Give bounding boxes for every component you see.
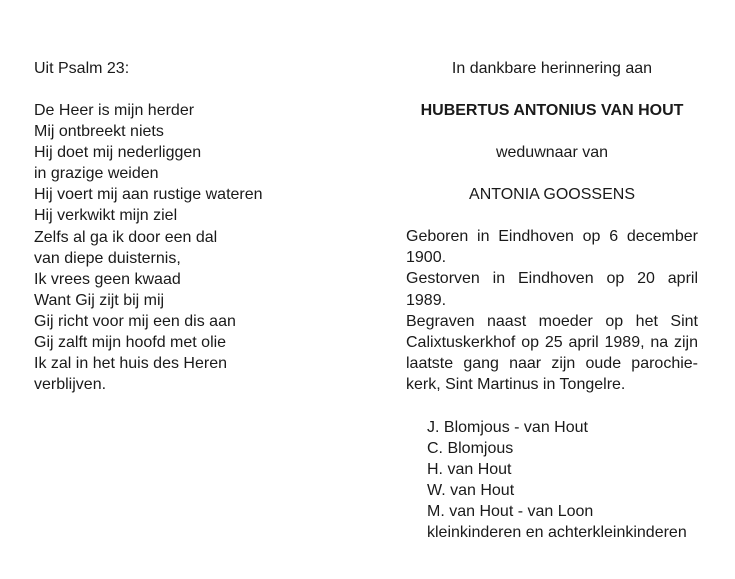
psalm-line: Hij voert mij aan rustige wateren bbox=[34, 186, 263, 204]
family-member: H. van Hout bbox=[427, 460, 512, 478]
psalm-line: Mij ontbreekt niets bbox=[34, 123, 164, 141]
psalm-line: Gij richt voor mij een dis aan bbox=[34, 312, 236, 330]
deceased-name: HUBERTUS ANTONIUS VAN HOUT bbox=[420, 102, 684, 119]
psalm-line: Ik zal in het huis des Heren bbox=[34, 355, 227, 373]
family-member: M. van Hout - van Loon bbox=[427, 502, 594, 520]
psalm-line: in grazige weiden bbox=[34, 165, 159, 183]
psalm-line: Gij zalft mijn hoofd met olie bbox=[34, 334, 227, 352]
psalm-column bbox=[34, 58, 354, 395]
psalm-line: Hij doet mij nederliggen bbox=[34, 144, 202, 162]
psalm-line: Want Gij zijt bij mij bbox=[34, 291, 165, 309]
widower-label: weduwnaar van bbox=[495, 144, 609, 161]
family-member: J. Blomjous - van Hout bbox=[427, 418, 588, 436]
psalm-line: van diepe duisternis, bbox=[34, 249, 181, 267]
psalm-line: De Heer is mijn herder bbox=[34, 102, 195, 119]
family-member: kleinkinderen en achterkleinkinderen bbox=[427, 523, 687, 541]
birth-text: Geboren in Eindhoven op 6 december 1900. bbox=[406, 228, 698, 267]
family-list bbox=[427, 417, 698, 543]
psalm-text bbox=[34, 100, 354, 395]
psalm-line: Zelfs al ga ik door een dal bbox=[34, 228, 218, 246]
burial-text: Begraven naast moeder op het Sint Calixtuskerkhof op 25 april 1989, na zijn laatste gang naar zijn oude parochie-kerk, Sint Martinus in Tongelre. bbox=[406, 312, 698, 394]
intro-text: In dankbare herinnering aan bbox=[451, 60, 653, 77]
death-text: Gestorven in Eindhoven op 20 april 1989. bbox=[406, 270, 698, 309]
biography bbox=[406, 226, 698, 396]
psalm-heading: Uit Psalm 23: bbox=[34, 60, 130, 77]
psalm-line: verblijven. bbox=[34, 376, 107, 394]
psalm-line: Hij verkwikt mijn ziel bbox=[34, 207, 178, 225]
memorial-column bbox=[406, 58, 698, 543]
family-member: W. van Hout bbox=[427, 481, 515, 499]
spouse-name: ANTONIA GOOSSENS bbox=[469, 186, 635, 203]
psalm-line: Ik vrees geen kwaad bbox=[34, 270, 181, 288]
family-member: C. Blomjous bbox=[427, 439, 514, 457]
